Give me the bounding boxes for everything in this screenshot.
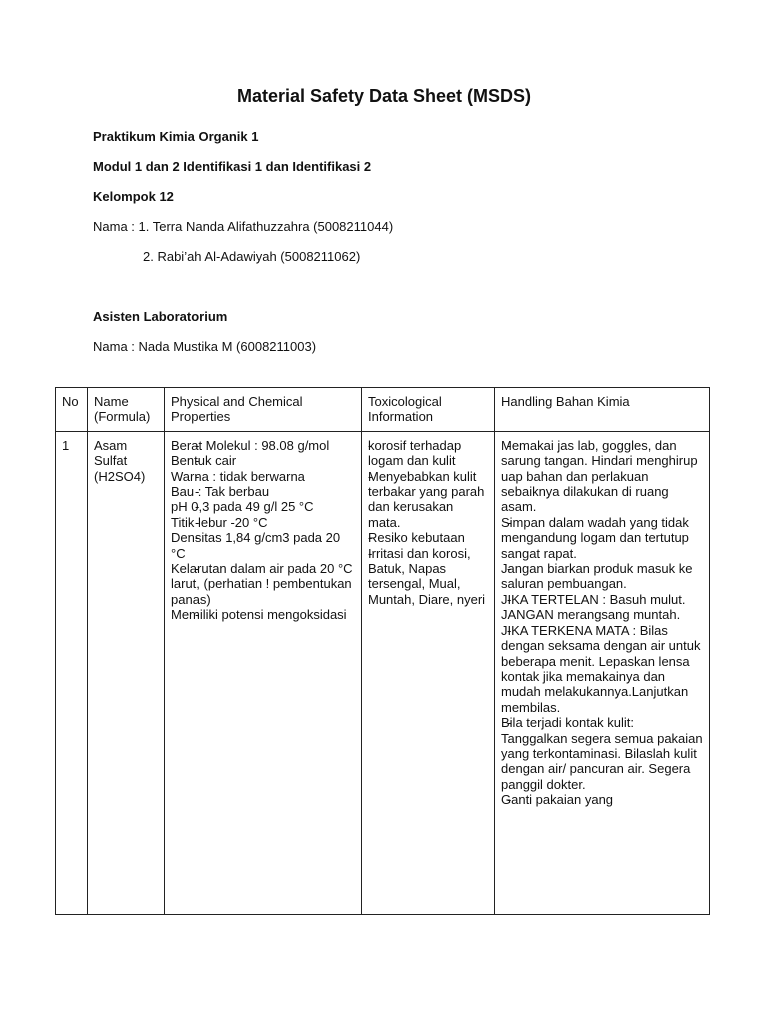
assistant-name: Nama : Nada Mustika M (6008211003) <box>93 339 317 354</box>
list-item: - Resiko kebutaan <box>368 530 488 545</box>
list-item: - Jangan biarkan produk masuk ke saluran pembuangan. <box>501 561 703 592</box>
document-title: Material Safety Data Sheet (MSDS) <box>236 86 532 106</box>
cell-toxicology <box>362 431 495 914</box>
list-item: - pH 0,3 pada 49 g/l 25 °C <box>171 499 355 514</box>
header-no: No <box>56 388 88 432</box>
member-line-2: 2. Rabi’ah Al-Adawiyah (5008211062) <box>143 249 361 264</box>
toxicology-list <box>368 438 488 607</box>
list-item: - Irritasi dan korosi, Batuk, Napas tersengal, Mual, Muntah, Diare, nyeri <box>368 546 488 608</box>
handling-list <box>501 438 703 808</box>
group-name: Kelompok 12 <box>93 189 174 204</box>
list-item: - Menyebabkan kulit terbakar yang parah dan kerusakan mata. <box>368 469 488 531</box>
table-row <box>56 431 710 914</box>
list-item: - JIKA TERKENA MATA : Bilas dengan seksama dengan air untuk beberapa menit. Lepaskan lensa kontak jika memakainya dan mudah melakukannya.Lanjutkan membilas. <box>501 623 703 715</box>
cell-properties <box>165 431 362 914</box>
header-handling: Handling Bahan Kimia <box>495 388 710 432</box>
list-item: - Densitas 1,84 g/cm3 pada 20 °C <box>171 530 355 561</box>
header-toxicology: Toxicological Information <box>362 388 495 432</box>
msds-table <box>55 387 710 915</box>
cell-handling <box>495 431 710 914</box>
cell-name: Asam Sulfat (H2SO4) <box>88 431 165 914</box>
list-item: - Memiliki potensi mengoksidasi <box>171 607 355 622</box>
list-item: - Bila terjadi kontak kulit: Tanggalkan segera semua pakaian yang terkontaminasi. Bilaslah kulit dengan air/ pancuran air. Segera panggil dokter. <box>501 715 703 792</box>
list-item: - Bentuk cair <box>171 453 355 468</box>
list-item: - Bau : Tak berbau <box>171 484 355 499</box>
header-properties: Physical and Chemical Properties <box>165 388 362 432</box>
module-name: Modul 1 dan 2 Identifikasi 1 dan Identifikasi 2 <box>93 159 372 174</box>
list-item: - Memakai jas lab, goggles, dan sarung tangan. Hindari menghirup uap bahan dan perlakuan sebaiknya dilakukan di ruang asam. <box>501 438 703 515</box>
course-name: Praktikum Kimia Organik 1 <box>93 129 259 144</box>
list-item: - Warna : tidak berwarna <box>171 469 355 484</box>
list-item: - korosif terhadap logam dan kulit <box>368 438 488 469</box>
member-line-1: Nama : 1. Terra Nanda Alifathuzzahra (5008211044) <box>93 219 394 234</box>
list-item: - JIKA TERTELAN : Basuh mulut. JANGAN merangsang muntah. <box>501 592 703 623</box>
list-item: - Titik lebur -20 °C <box>171 515 355 530</box>
assistant-heading: Asisten Laboratorium <box>93 309 228 324</box>
table-header-row <box>56 388 710 432</box>
cell-no: 1 <box>56 431 88 914</box>
list-item: - Berat Molekul : 98.08 g/mol <box>171 438 355 453</box>
header-name: Name (Formula) <box>88 388 165 432</box>
list-item: - Kelarutan dalam air pada 20 °C larut, (perhatian ! pembentukan panas) <box>171 561 355 607</box>
list-item: - Simpan dalam wadah yang tidak mengandung logam dan tertutup sangat rapat. <box>501 515 703 561</box>
properties-list <box>171 438 355 623</box>
list-item: - Ganti pakaian yang <box>501 792 703 807</box>
